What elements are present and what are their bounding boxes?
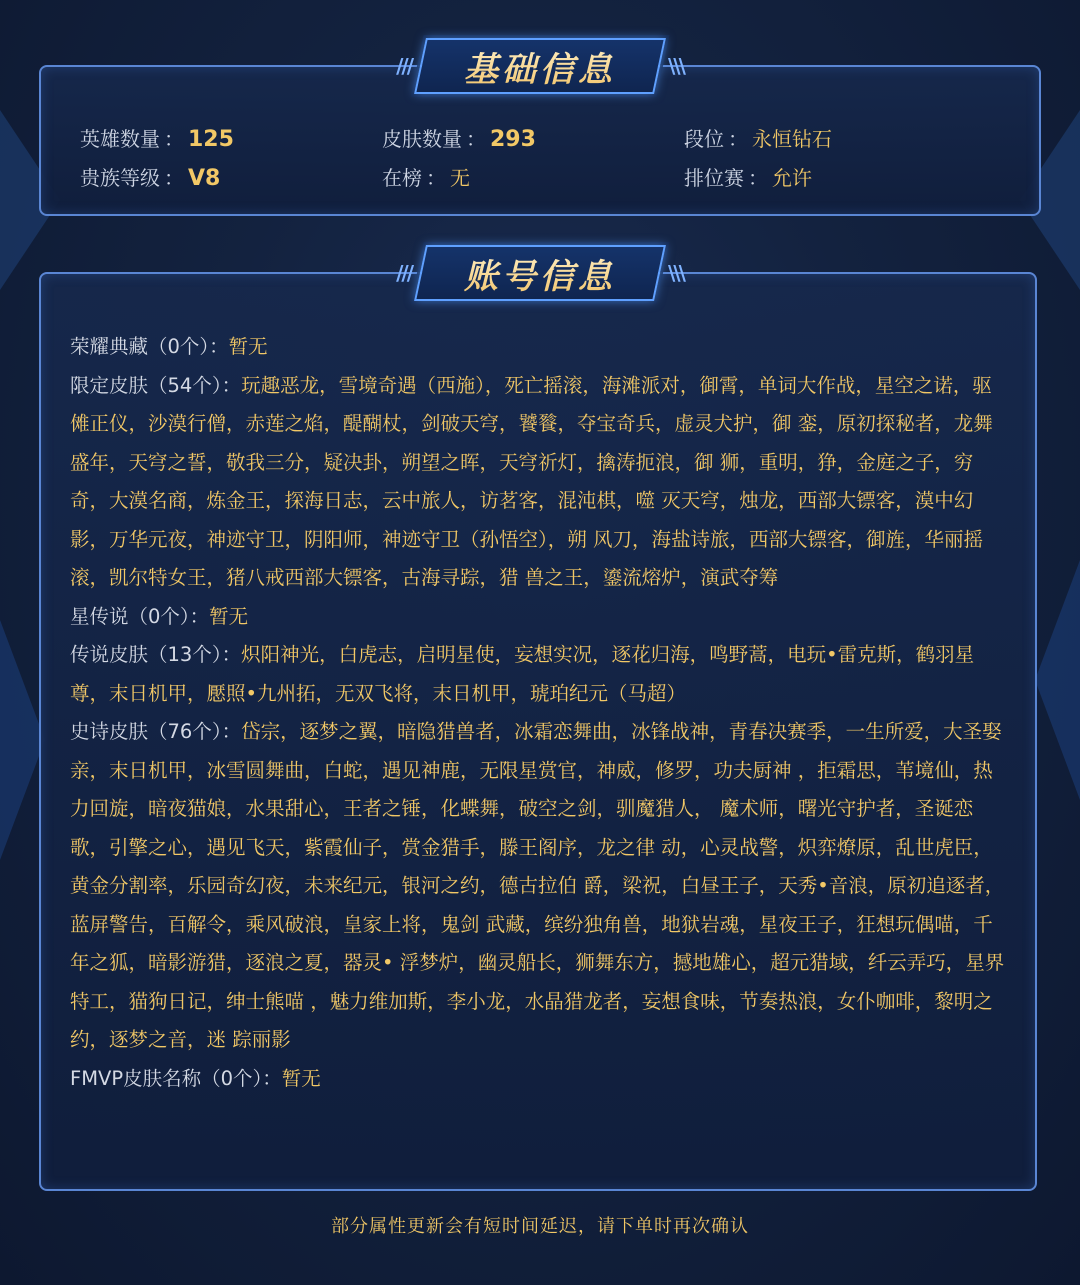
stat-on-list: 在榜 ： 无 bbox=[382, 166, 470, 190]
stat-noble-level: 贵族等级 ： V8 bbox=[80, 166, 221, 191]
stat-value: 允许 bbox=[772, 166, 812, 190]
header-deco-left: /// bbox=[396, 261, 412, 285]
star-label: 星传说（0个）： bbox=[70, 604, 210, 628]
limited-value: 玩趣恶龙，雪境奇遇（西施），死亡摇滚，海滩派对，御霄，单词大作战，星空之诺，驱傩正仪，沙漠行僧，赤莲之焰，醍醐杖，剑破天穹，饕餮，夺宝奇兵，虚灵犬护，御 銮，原初探秘者，龙舞盛年，天穹之誓，敬我三分，疑决卦，朔望之晖，天穹祈灯，擒涛扼浪，御 狮，重明，狰，金庭之子，穷奇，大漠名商，炼金王，探海日志，云中旅人，访茗客，混沌棋，噬 灭天穹，烛龙，西部大镖客，漠中幻影，万华元夜，神迹守卫，阴阳师，神迹守卫（孙悟空），朔 风刀，海盐诗旅，西部大镖客，御旌，华丽摇滚，凯尔特女王，猪八戒西部大镖客，古海寻踪，猎 兽之王，鎏流熔炉，演武夺筹 bbox=[70, 373, 993, 589]
header-plate bbox=[414, 38, 666, 94]
account-details bbox=[70, 328, 1010, 1098]
fmvp-label: FMVP皮肤名称（0个）： bbox=[70, 1066, 282, 1090]
epic-skins-row bbox=[70, 713, 1010, 1060]
stat-skin-count: 皮肤数量 ： 293 bbox=[382, 127, 536, 152]
legend-label: 传说皮肤（13个）： bbox=[70, 643, 242, 666]
honor-label: 荣耀典藏（0个）： bbox=[70, 335, 229, 358]
stat-label: 贵族等级 bbox=[80, 166, 160, 190]
basic-info-title: 基础信息 bbox=[464, 42, 616, 91]
star-legend-row bbox=[70, 598, 1010, 637]
account-info-header bbox=[370, 243, 710, 303]
stat-hero-count: 英雄数量 ： 125 bbox=[80, 127, 234, 152]
legend-skins-row bbox=[70, 636, 1010, 713]
stat-label: 段位 bbox=[684, 127, 724, 151]
stat-label: 在榜 bbox=[382, 166, 422, 190]
fmvp-value: 暂无 bbox=[281, 1066, 321, 1090]
basic-stats-row bbox=[80, 163, 960, 194]
honor-collection-row bbox=[70, 328, 1010, 367]
stat-label: 皮肤数量 bbox=[382, 127, 462, 151]
header-deco-right: \\\ bbox=[668, 261, 684, 285]
limited-label: 限定皮肤（54个）： bbox=[70, 373, 242, 397]
header-deco-right: \\\ bbox=[668, 54, 684, 78]
star-value: 暂无 bbox=[209, 604, 249, 628]
header-deco-left: /// bbox=[396, 54, 412, 78]
stat-label: 英雄数量 bbox=[80, 127, 160, 151]
stat-label: 排位赛 bbox=[684, 166, 744, 190]
stat-value: 125 bbox=[188, 127, 234, 152]
honor-value: 暂无 bbox=[228, 335, 268, 358]
header-plate bbox=[414, 245, 666, 301]
stat-value: 293 bbox=[490, 127, 536, 152]
epic-label: 史诗皮肤（76个）： bbox=[70, 720, 242, 743]
account-info-title: 账号信息 bbox=[464, 249, 616, 298]
limited-skins-row bbox=[70, 367, 1010, 598]
fmvp-skins-row bbox=[70, 1060, 1010, 1099]
legend-value: 炽阳神光，白虎志，启明星使，妄想实况，逐花归海，鸣野蒿，电玩•雷克斯，鹤羽星尊，末日机甲，懕照•九州拓，无双飞将，末日机甲，琥珀纪元（马超） bbox=[70, 643, 975, 705]
basic-stats-row bbox=[80, 124, 960, 155]
stat-value: V8 bbox=[188, 166, 221, 191]
epic-value: 岱宗，逐梦之翼，暗隐猎兽者，冰霜恋舞曲，冰锋战神，青春决赛季，一生所爱，大圣娶亲，末日机甲，冰雪圆舞曲，白蛇，遇见神鹿，无限星赏官，神威，修罗，功夫厨神 ，拒霜思，苇境仙，热力回旋，暗夜猫娘，水果甜心，王者之锤，化蝶舞，破空之剑，驯魔猎人， 魔术师，曙光守护者，圣诞恋歌，引擎之心，遇见飞天，紫霞仙子，赏金猎手，滕王阁序，龙之律 动，心灵战警，炽弈燎原，乱世虎臣，黄金分割率，乐园奇幻夜，未来纪元，银河之约，德古拉伯 爵，梁祝，白昼王子，天秀•音浪，原初追逐者，蓝屏警告，百解令，乘风破浪，皇家上将，鬼剑 武藏，缤纷独角兽，地狱岩魂，星夜王子，狂想玩偶喵，千年之狐，暗影游猎，逐浪之夏，器灵• 浮梦炉，幽灵船长，狮舞东方，撼地雄心，超元猎域，纤云弄巧，星界特工，猫狗日记，绅士熊喵 ，魅力维加斯，李小龙，水晶猎龙者，妄想食味，节奏热浪，女仆咖啡，黎明之约，逐梦之音，迷 踪丽影 bbox=[70, 720, 1005, 1051]
stat-rank: 段位 ： 永恒钻石 bbox=[684, 127, 832, 151]
stat-value: 永恒钻石 bbox=[752, 127, 832, 151]
footer-notice: 部分属性更新会有短时间延迟，请下单时再次确认 bbox=[331, 1216, 749, 1237]
background-decoration bbox=[1035, 560, 1080, 800]
stat-value: 无 bbox=[450, 166, 470, 190]
basic-info-header bbox=[370, 36, 710, 96]
stat-ranked-match: 排位赛 ： 允许 bbox=[684, 166, 812, 190]
